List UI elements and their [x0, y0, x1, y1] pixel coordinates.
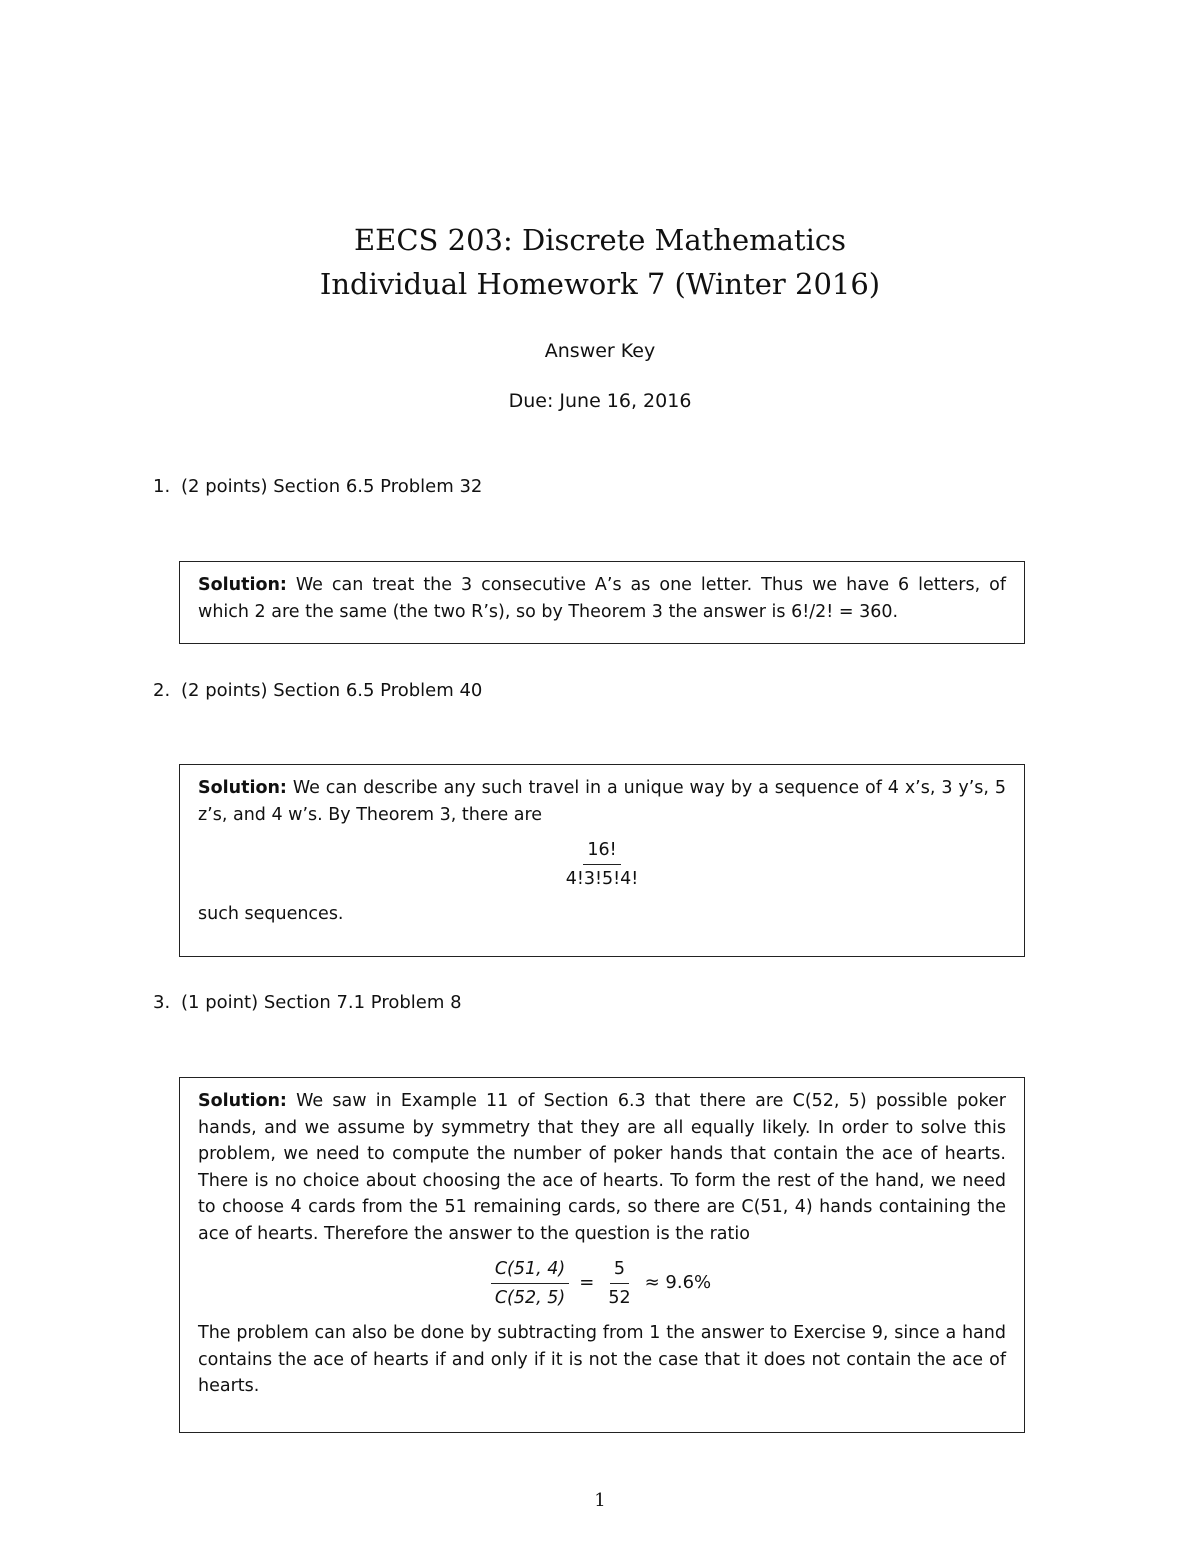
problem-number: 1.: [153, 476, 171, 497]
fraction-numerator: C(51, 4): [491, 1257, 569, 1284]
fraction-simplified: [604, 1257, 634, 1310]
solution-closing: such sequences.: [198, 904, 344, 924]
solution-box-3: [179, 1077, 1025, 1433]
display-equation: [198, 1257, 1006, 1310]
solution-text: We can treat the 3 consecutive A’s as one letter. Thus we have 6 letters, of which 2 are the same (the two R’s), so by Theorem 3 the answer is 6!/2! = 360.: [198, 575, 1006, 622]
fraction-numerator: 16!: [583, 838, 620, 865]
problem-1-heading: [153, 474, 482, 500]
problem-number: 3.: [153, 992, 171, 1013]
answer-key-label: Answer Key: [544, 340, 656, 362]
problem-3-heading: [153, 990, 462, 1016]
problem-title: (1 point) Section 7.1 Problem 8: [181, 992, 462, 1013]
solution-closing: The problem can also be done by subtracting from 1 the answer to Exercise 9, since a hand contains the ace of hearts if and only if it is not the case that it does not contain the ace of hearts.: [198, 1323, 1006, 1396]
display-equation: [198, 838, 1006, 891]
solution-paragraph: [198, 572, 1006, 625]
problem-title: (2 points) Section 6.5 Problem 40: [181, 680, 483, 701]
fraction-denominator: 52: [608, 1288, 631, 1308]
equals-sign: =: [579, 1272, 595, 1294]
solution-label: Solution:: [198, 1091, 287, 1111]
fraction-numerator: 5: [610, 1257, 629, 1284]
due-date: Due: June 16, 2016: [508, 390, 692, 412]
document-title: [0, 218, 1200, 306]
approximate-result: ≈ 9.6%: [644, 1272, 712, 1294]
fraction: [562, 838, 643, 891]
solution-paragraph: [198, 775, 1006, 828]
fraction-ratio: [491, 1257, 569, 1310]
problem-2-heading: [153, 678, 482, 704]
homework-title: Individual Homework 7 (Winter 2016): [319, 267, 881, 301]
solution-paragraph: [198, 1088, 1006, 1247]
problem-number: 2.: [153, 680, 171, 701]
solution-text: We saw in Example 11 of Section 6.3 that there are C(52, 5) possible poker hands, and we assume by symmetry that they are all equally likely. In order to solve this problem, we need to compute the number of poker hands that contain the ace of hearts. There is no choice about choosing the ace of hearts. To form the rest of the hand, we need to choose 4 cards from the 51 remaining cards, so there are C(51, 4) hands containing the ace of hearts. Therefore the answer to the question is the ratio: [198, 1091, 1006, 1244]
problem-title: (2 points) Section 6.5 Problem 32: [181, 476, 483, 497]
course-title: EECS 203: Discrete Mathematics: [354, 223, 846, 257]
fraction-denominator: C(52, 5): [494, 1288, 566, 1308]
solution-text: We can describe any such travel in a unique way by a sequence of 4 x’s, 3 y’s, 5 z’s, and 4 w’s. By Theorem 3, there are: [198, 778, 1006, 825]
solution-label: Solution:: [198, 575, 287, 595]
solution-box-2: [179, 764, 1025, 957]
solution-label: Solution:: [198, 778, 287, 798]
solution-box-1: [179, 561, 1025, 644]
page-number: 1: [594, 1490, 606, 1511]
fraction-denominator: 4!3!5!4!: [565, 869, 639, 889]
